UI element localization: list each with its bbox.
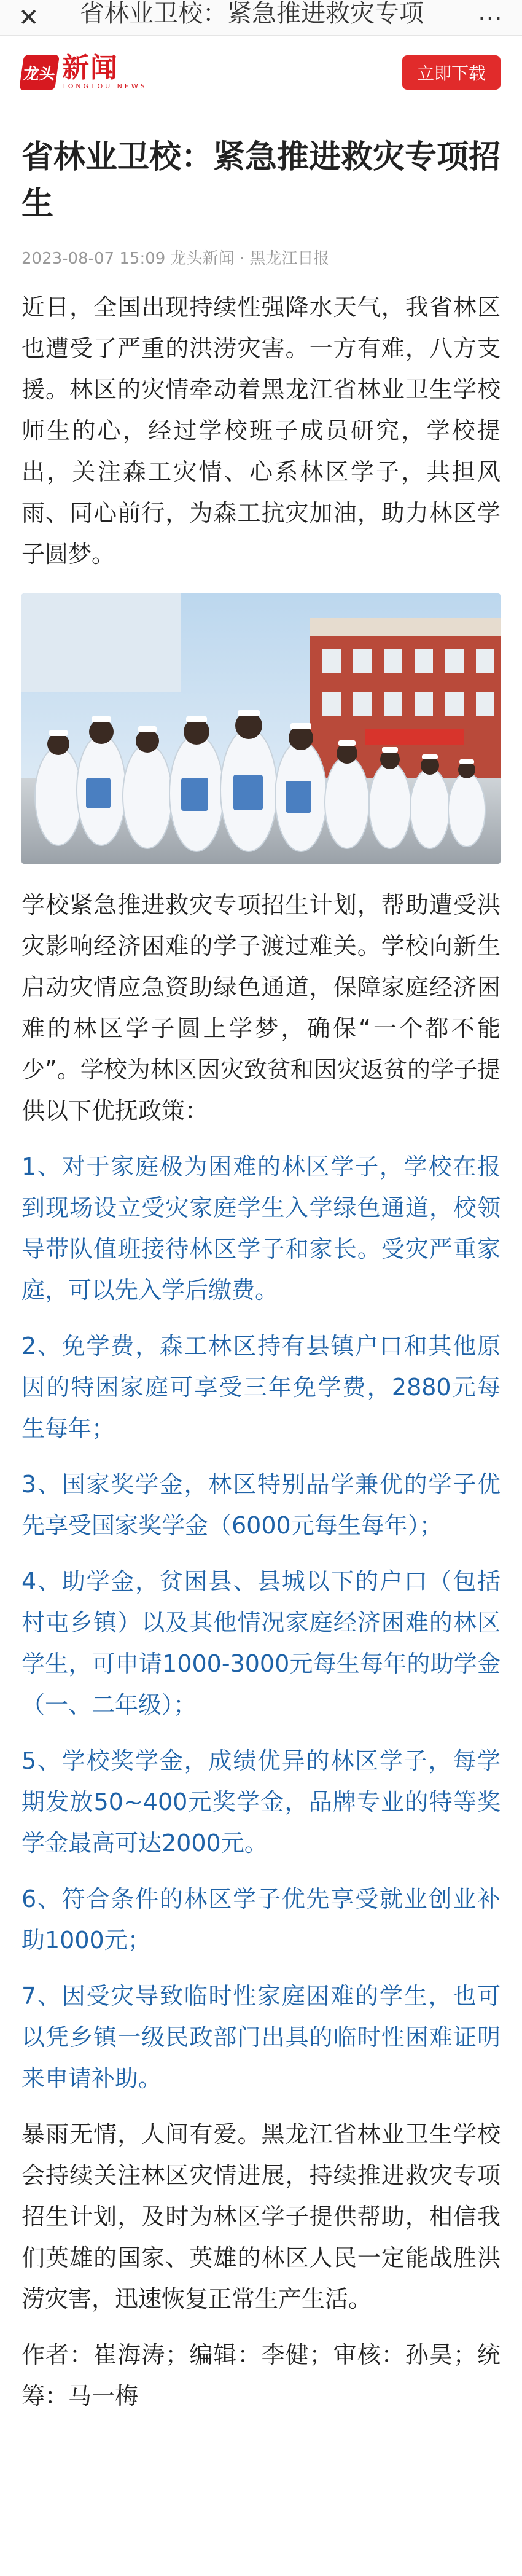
policy-item-5: 5、学校奖学金，成绩优异的林区学子，每学期发放50~400元奖学金，品牌专业的特等奖学金最高可达2000元。	[21, 1747, 501, 1857]
article-body-paragraph: 学校紧急推进救灾专项招生计划，帮助遭受洪灾影响经济困难的学子渡过难关。学校向新生启动灾情应急资助绿色通道，保障家庭经济困难的林区学子圆上学梦，确保“一个都不能少”。学校为林区因灾致贫和因灾返贫的学子提供以下优抚政策：	[21, 891, 501, 1124]
top-nav-bar	[0, 0, 522, 36]
logo-mark: 龙头	[19, 55, 60, 90]
article-intro: 近日，全国出现持续性强降水天气，我省林区也遭受了严重的洪涝灾害。一方有难，八方支援。林区的灾情牵动着黑龙江省林业卫生学校师生的心，经过学校班子成员研究，学校提出，关注森工灾情、心系林区学子，共担风雨、同心前行，为森工抗灾加油，助力林区学子圆梦。	[21, 294, 501, 568]
policy-item-1: 1、对于家庭极为困难的林区学子，学校在报到现场设立受灾家庭学生入学绿色通道，校领导带队值班接待林区学子和家长。受灾严重家庭，可以先入学后缴费。	[21, 1153, 501, 1304]
students-photo-illustration	[21, 593, 501, 864]
policy-item-3: 3、国家奖学金，林区特别品学兼优的学子优先享受国家奖学金（6000元每生每年）；	[21, 1471, 501, 1539]
article-credits: 作者：崔海涛；编辑：李健；审核：孙昊；统筹：马一梅	[21, 2341, 501, 2410]
download-button[interactable]: 立即下载	[402, 55, 501, 90]
article	[0, 134, 522, 2417]
policy-item-6: 6、符合条件的林区学子优先享受就业创业补助1000元；	[21, 1885, 501, 1954]
article-meta: 2023-08-07 15:09 龙头新闻 · 黑龙江日报	[21, 249, 330, 268]
logo-text: 新闻	[62, 52, 119, 84]
policy-item-2: 2、免学费，森工林区持有县镇户口和其他原因的特困家庭可享受三年免学费，2880元每生每年；	[21, 1333, 501, 1442]
policy-item-7: 7、因受灾导致临时性家庭困难的学生，也可以凭乡镇一级民政部门出具的临时性困难证明来申请补助。	[21, 1983, 501, 2092]
article-headline: 省林业卫校：紧急推进救灾专项招生	[21, 139, 501, 222]
close-icon[interactable]: ✕	[18, 3, 39, 32]
article-photo	[21, 593, 501, 864]
logo-subtext: LONGTOU NEWS	[62, 82, 147, 90]
more-icon[interactable]: ⋯	[478, 4, 504, 32]
nav-title: 省林业卫校：紧急推进救灾专项	[80, 0, 424, 28]
app-logo	[21, 54, 147, 90]
policy-item-4: 4、助学金，贫困县、县城以下的户口（包括村屯乡镇）以及其他情况家庭经济困难的林区学生，可申请1000-3000元每生每年的助学金（一、二年级）；	[21, 1568, 501, 1718]
brand-bar	[0, 36, 522, 109]
article-closing: 暴雨无情，人间有爱。黑龙江省林业卫生学校会持续关注林区灾情进展，持续推进救灾专项招生计划，及时为林区学子提供帮助，相信我们英雄的国家、英雄的林区人民一定能战胜洪涝灾害，迅速恢复正常生产生活。	[21, 2121, 501, 2312]
